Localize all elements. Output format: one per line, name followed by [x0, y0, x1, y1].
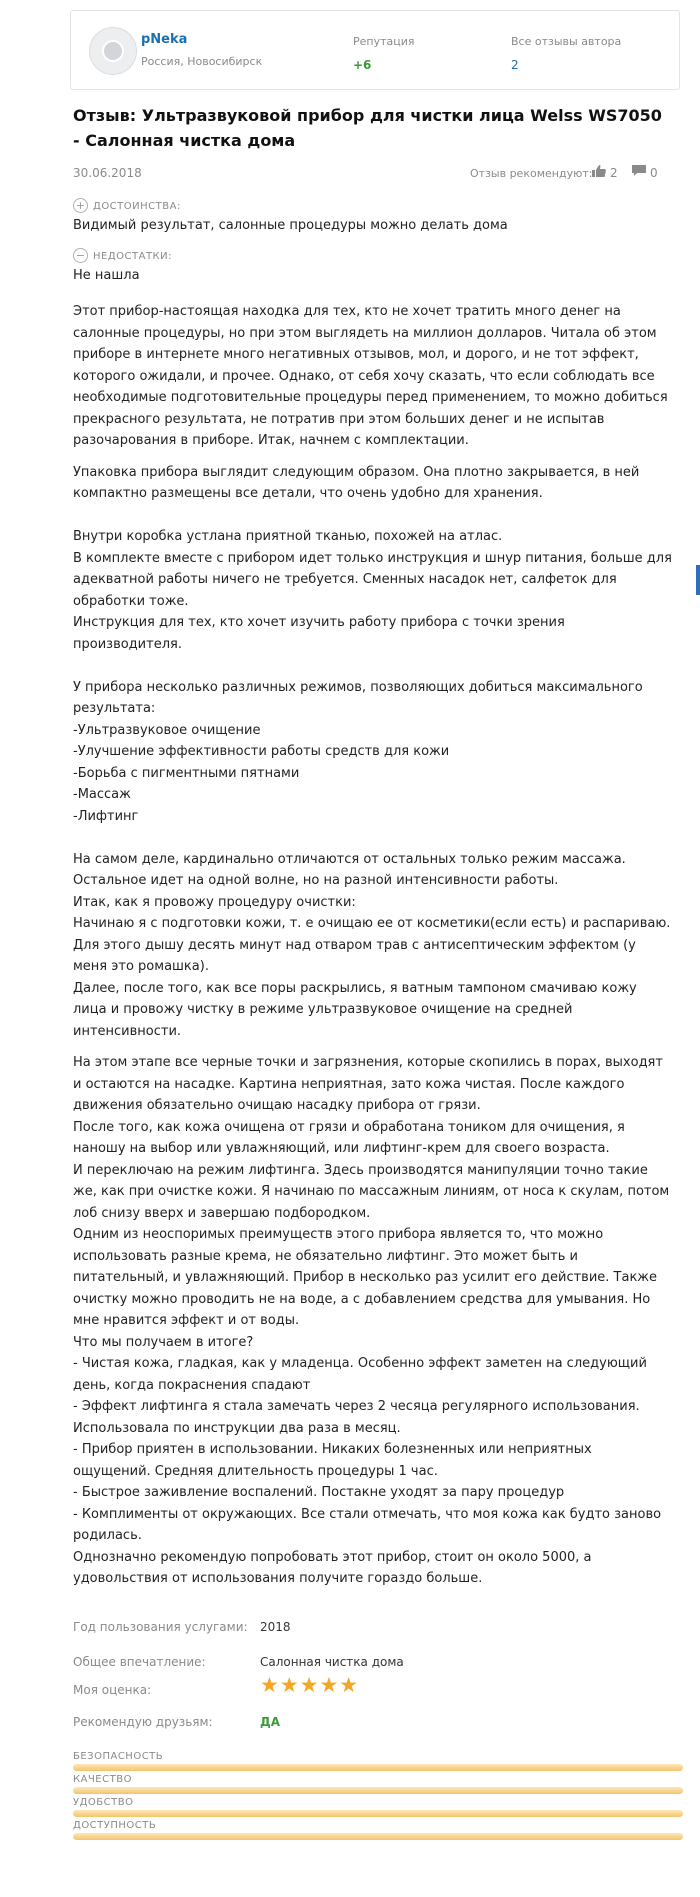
recommend-friends-value: ДА: [260, 1715, 280, 1729]
rating-bar-convenience: [73, 1810, 683, 1817]
cons-label: НЕДОСТАТКИ:: [93, 251, 173, 262]
reputation-label: Репутация: [353, 35, 415, 48]
recommend-label: Отзыв рекомендуют:: [470, 167, 593, 180]
impression-value: Салонная чистка дома: [260, 1655, 404, 1669]
rating-label-quality: КАЧЕСТВО: [73, 1774, 132, 1785]
rating-bar-quality: [73, 1787, 683, 1794]
all-reviews-count-link[interactable]: 2: [511, 58, 519, 72]
review-paragraph: Этот прибор-настоящая находка для тех, кто не хочет тратить много денег на салонные процедуры, но при этом выглядеть на миллион долларов. Читала об этом приборе в интернете много негативных отзывов, мол, и дорого, и не тот эффект, которого ожидали, и прочее. Однако, от себя хочу сказать, что если соблюдать все необходимые подготовительные процедуры перед применением, то можно добиться прекрасного результата, не потратив при этом больших денег и не испытав разочарования в приборе. Итак, начнем с комплектации.: [73, 304, 672, 448]
plus-circle-icon: +: [73, 198, 88, 213]
review-paragraph: На этом этапе все черные точки и загрязнения, которые скопились в порах, выходят и остаются на насадке. Картина неприятная, зато кожа чистая. После каждого движения обязательно очищаю насадку прибора от грязи. После того, как кожа очищена от грязи и обработана тоником для очищения, я наношу на выбор или увлажняющий, или лифтинг-крем для своего возраста. И переключаю на режим лифтинга. Здесь производятся манипуляции точно такие же, как при очистке кожи. Я начинаю по массажным линиям, от носа к скулам, потом лоб снизу вверх и завершаю подбородком. Одним из неоспоримых преимуществ этого прибора является то, что можно использовать разные крема, не обязательно лифтинг. Это может быть и питательный, и увлажняющий. Прибор в несколько раз усилит его действие. Также очистку можно проводить не на воде, а с добавлением средства для умывания. Но мне нравится эффект и от воды. Что мы получаем в итоге? - Чистая кожа, гладкая, как у младенца. Особенно эффект заметен на следующий день, когда покраснения спадают - Эффект лифтинга я стала замечать через 2 чесяца регулярного использования. Использовала по инструкции два раза в месяц. - Прибор приятен в использовании. Никаких болезненных или неприятных ощущений. Средняя длительность процедуры 1 час. - Быстрое заживление воспалений. Постакне уходят за пару процедур - Комплименты от окружающих. Все стали отмечать, что моя кожа как будто заново родилась. Однозначно рекомендую попробовать этот прибор, стоит он около 5000, а удовольствия от использования получите гораздо больше.: [73, 1055, 670, 1586]
comment-icon[interactable]: [632, 165, 646, 177]
rating-stars: ★★★★★: [260, 1673, 360, 1697]
impression-label: Общее впечатление:: [73, 1655, 206, 1669]
all-reviews-label: Все отзывы автора: [511, 35, 622, 48]
author-location: Россия, Новосибирск: [141, 55, 263, 68]
review-title: Отзыв: Ультразвуковой прибор для чистки лица Welss WS7050 - Салонная чистка дома: [73, 106, 662, 150]
review-date: 30.06.2018: [73, 166, 142, 180]
author-card: [70, 10, 680, 90]
rating-label-availability: ДОСТУПНОСТЬ: [73, 1820, 157, 1831]
minus-circle-icon: −: [73, 248, 88, 263]
avatar[interactable]: [89, 27, 137, 75]
review-paragraph: Внутри коробка устлана приятной тканью, похожей на атлас. В комплекте вместе с прибором идет только инструкция и шнур питания, больше для адекватной работы ничего не требуется. Сменных насадок нет, салфеток для обработки тоже. Инструкция для тех, кто хочет изучить работу прибора с точки зрения производителя.: [73, 529, 672, 652]
author-name-link[interactable]: pNeka: [141, 32, 188, 47]
review-body: [73, 301, 673, 1590]
pros-label: ДОСТОИНСТВА:: [93, 201, 181, 212]
rating-bar-availability: [73, 1833, 683, 1840]
recommend-friends-label: Рекомендую друзьям:: [73, 1715, 213, 1729]
reputation-value: +6: [353, 58, 372, 72]
likes-count: 2: [610, 166, 618, 180]
my-rating-label: Моя оценка:: [73, 1683, 152, 1697]
review-paragraph: Упаковка прибора выглядит следующим образом. Она плотно закрывается, в ней компактно размещены все детали, что очень удобно для хранения.: [73, 464, 644, 501]
rating-label-safety: БЕЗОПАСНОСТЬ: [73, 1751, 164, 1762]
thumbs-up-icon[interactable]: [592, 165, 606, 177]
cons-text: Не нашла: [73, 268, 140, 283]
pros-text: Видимый результат, салонные процедуры можно делать дома: [73, 218, 508, 233]
scrollbar-thumb[interactable]: [696, 565, 700, 595]
comments-count: 0: [650, 166, 658, 180]
rating-label-convenience: УДОБСТВО: [73, 1797, 134, 1808]
review-paragraph: У прибора несколько различных режимов, позволяющих добиться максимального результата: -Ультразвуковое очищение -Улучшение эффективности работы средств для кожи -Борьба с пигментными пятнами -Массаж -Лифтинг: [73, 679, 643, 824]
review-paragraph: На самом деле, кардинально отличаются от остальных только режим массажа. Остальное идет на одной волне, но на разной интенсивности работы. Итак, как я провожу процедуру очистки: Начинаю я с подготовки кожи, т. е очищаю ее от косметики(если есть) и распариваю. Для этого дышу десять минут над отваром трав с антисептическим эффектом (у меня это ромашка). Далее, после того, как все поры раскрылись, я ватным тампоном смачиваю кожу лица и провожу чистку в режиме ультразвуковое очищение на средней интенсивности.: [73, 851, 671, 1039]
rating-bar-safety: [73, 1764, 683, 1771]
usage-year-label: Год пользования услугами:: [73, 1620, 248, 1634]
usage-year-value: 2018: [260, 1620, 291, 1634]
